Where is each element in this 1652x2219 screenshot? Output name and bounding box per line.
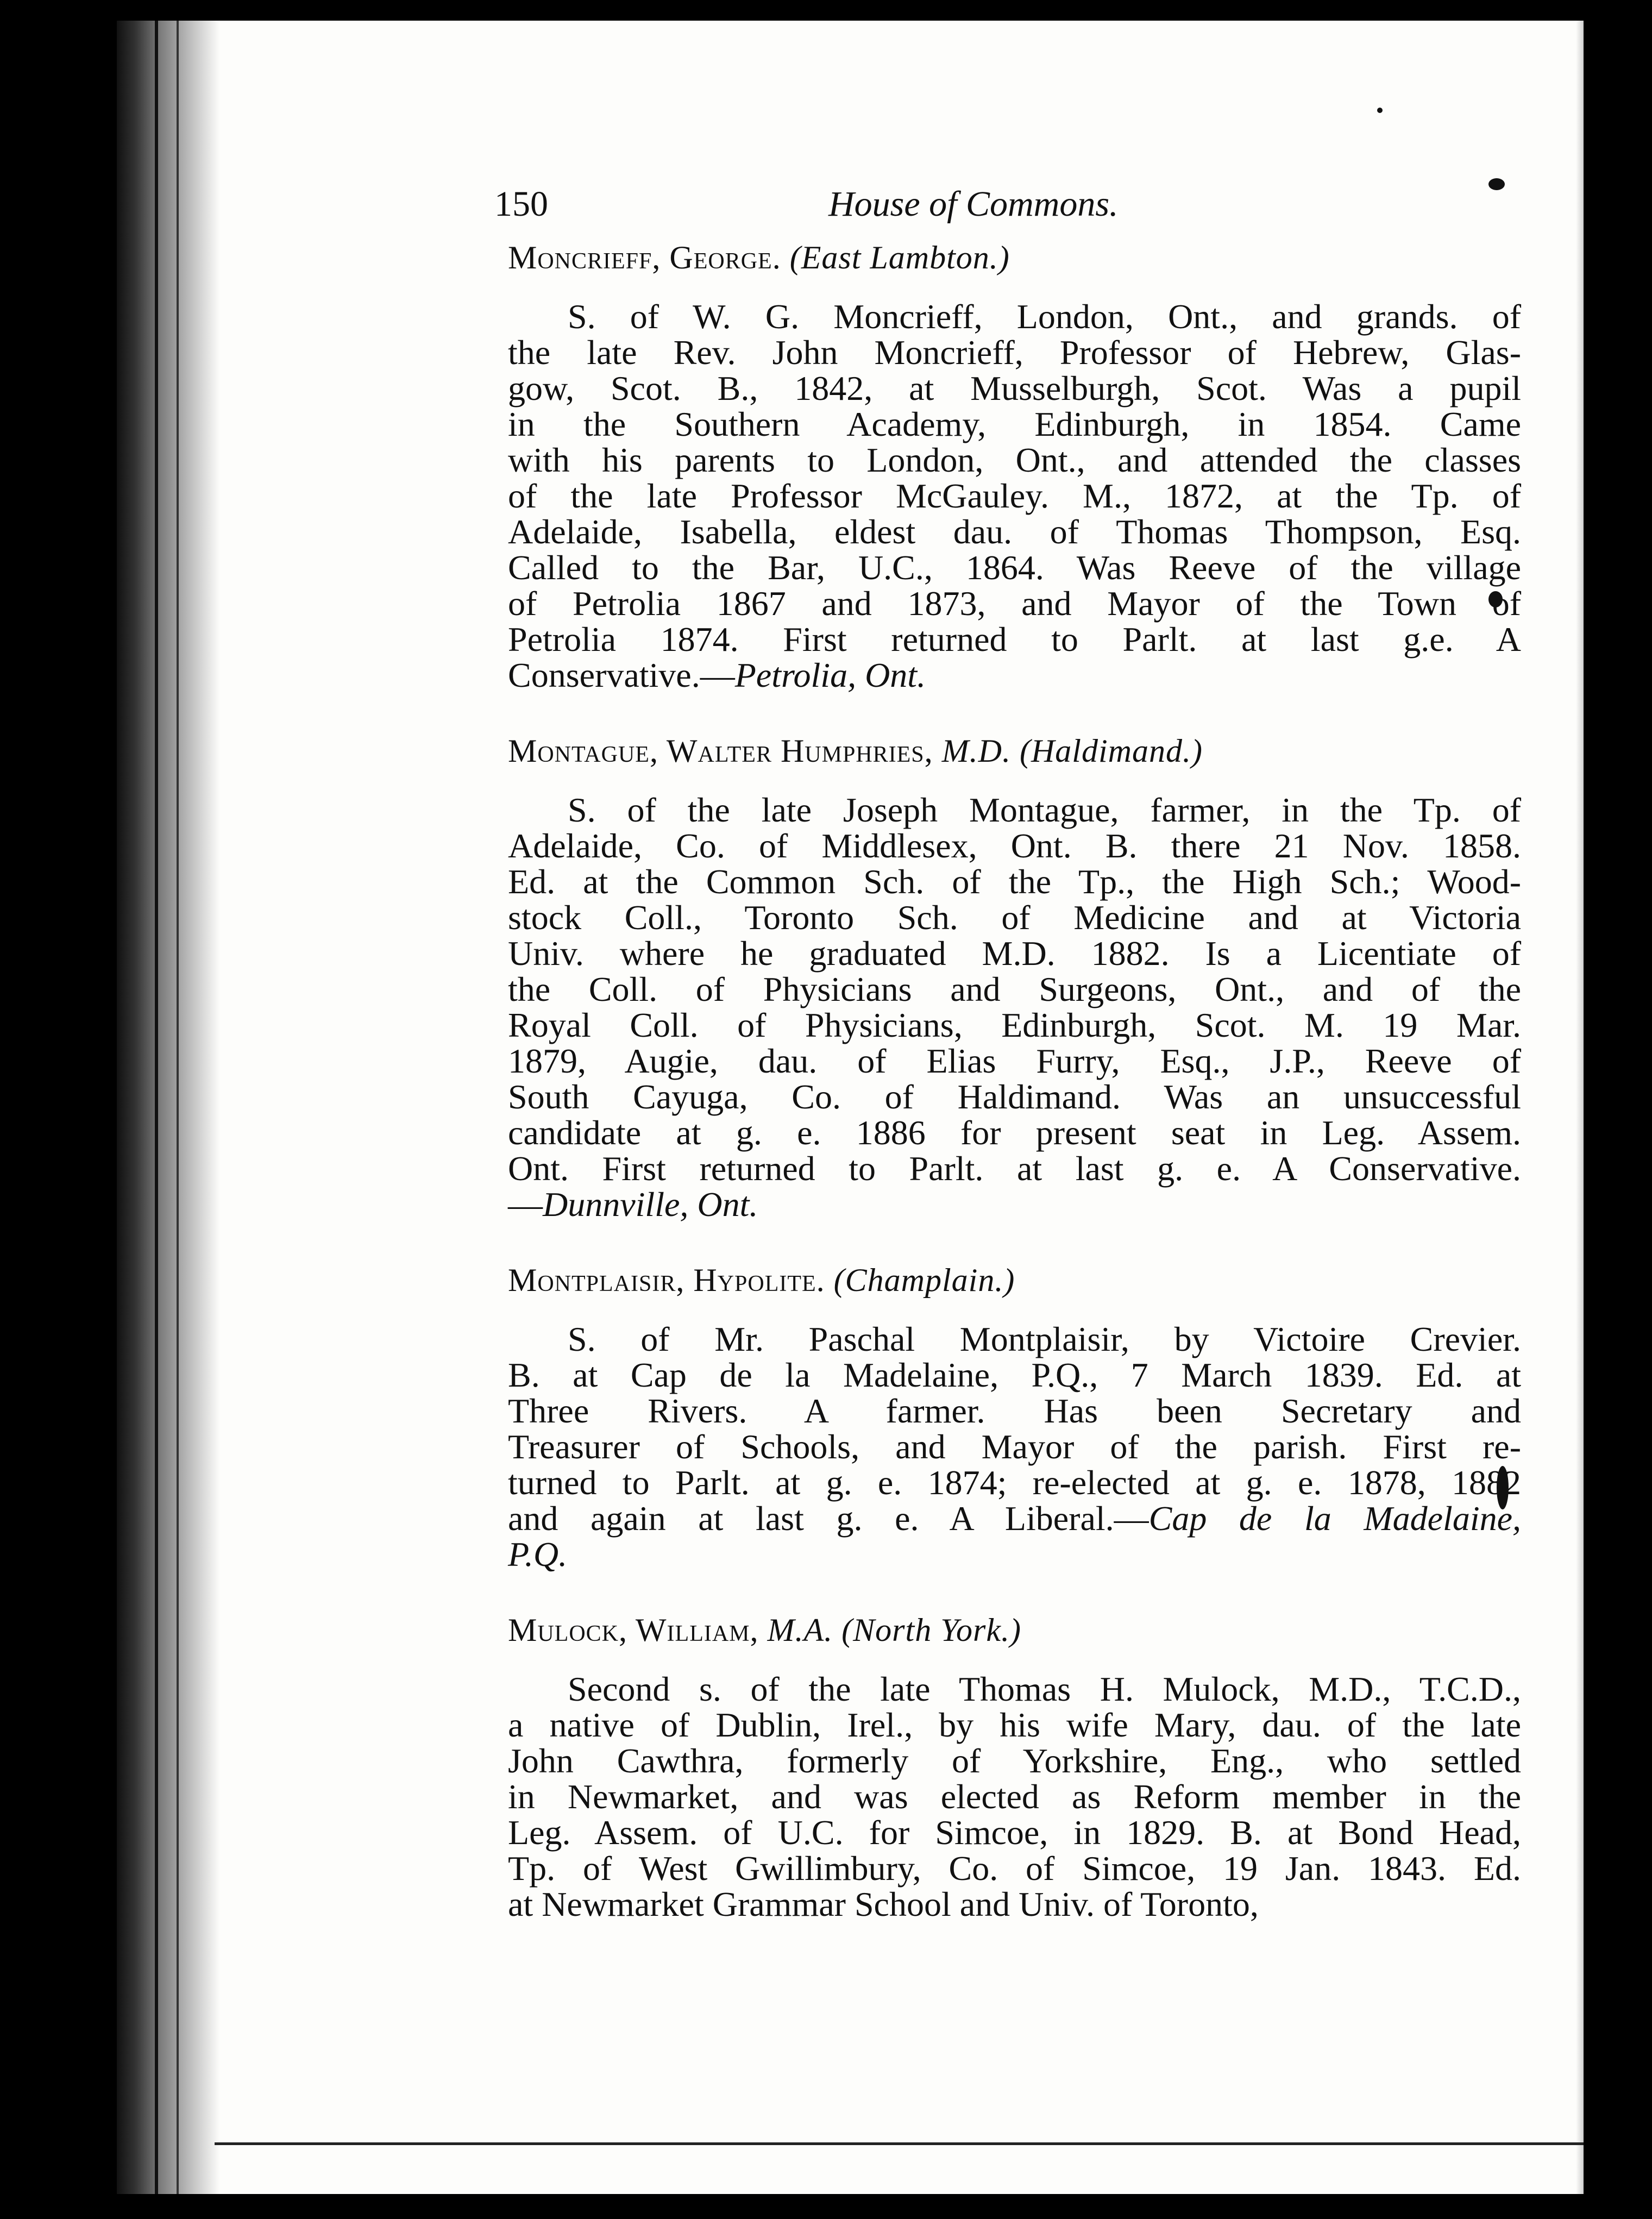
scan-speck <box>1377 108 1383 113</box>
entry-heading <box>508 238 1521 277</box>
text-line: of the late Professor McGauley. M., 1872, at the Tp. of <box>508 477 1521 515</box>
page-header <box>383 178 1521 238</box>
text-line: in the Southern Academy, Edinburgh, in 1854. Came <box>508 405 1521 443</box>
text-line: gow, Scot. B., 1842, at Musselburgh, Scot. Was a pupil <box>508 369 1521 408</box>
member-name: Moncrieff, George. <box>508 240 781 275</box>
text-line: stock Coll., Toronto Sch. of Medicine and at Victoria <box>508 898 1521 937</box>
text-line: S. of the late Joseph Montague, farmer, in the Tp. of <box>568 791 1521 829</box>
running-title: House of Commons. <box>828 184 1119 224</box>
text-line: Royal Coll. of Physicians, Edinburgh, Scot. M. 19 Mar. <box>508 1006 1521 1044</box>
text-line: Ed. at the Common Sch. of the Tp., the High Sch.; Wood- <box>508 862 1521 901</box>
text-line: in Newmarket, and was elected as Reform member in the <box>508 1777 1521 1816</box>
text-line: Ont. First returned to Parlt. at last g. e. A Conservative. <box>508 1149 1521 1188</box>
text-line: at Newmarket Grammar School and Univ. of Toronto, <box>508 1885 1259 1923</box>
text-line: candidate at g. e. 1886 for present seat in Leg. Assem. <box>508 1113 1521 1152</box>
member-degree: M.A. <box>767 1612 833 1648</box>
text-line: Tp. of West Gwillimbury, Co. of Simcoe, 19 Jan. 1843. Ed. <box>508 1849 1521 1888</box>
text-line <box>508 657 1521 693</box>
biography-entry <box>383 1261 1521 1572</box>
entry-heading <box>508 1261 1521 1300</box>
entry-body <box>508 1671 1521 1922</box>
closing-text: Conservative.— <box>508 656 735 694</box>
gutter-edge-line <box>177 21 179 2194</box>
entry-body <box>508 299 1521 693</box>
text-line: Three Rivers. A farmer. Has been Secretary and <box>508 1391 1521 1430</box>
text-line: of Petrolia 1867 and 1873, and Mayor of the Town of <box>508 584 1521 623</box>
residence: Petrolia, Ont. <box>734 656 926 694</box>
member-name: Mulock, William, <box>508 1612 759 1648</box>
closing-text: — <box>508 1185 543 1224</box>
biography-entry <box>383 238 1521 693</box>
constituency: (Champlain.) <box>833 1262 1015 1298</box>
text-line <box>508 1187 1521 1223</box>
biography-entry <box>383 731 1521 1223</box>
member-name: Montplaisir, Hypolite. <box>508 1262 825 1298</box>
text-line: Petrolia 1874. First returned to Parlt. at last g.e. A <box>508 620 1521 659</box>
text-line: S. of Mr. Paschal Montplaisir, by Victoire Crevier. <box>568 1320 1521 1358</box>
residence: P.Q. <box>508 1535 568 1574</box>
text-line: S. of W. G. Moncrieff, London, Ont., and grands. of <box>568 297 1521 336</box>
text-line: 1879, Augie, dau. of Elias Furry, Esq., J.P., Reeve of <box>508 1042 1521 1080</box>
constituency: (East Lambton.) <box>789 240 1010 275</box>
scanned-page <box>117 21 1584 2194</box>
text-line: South Cayuga, Co. of Haldimand. Was an unsuccessful <box>508 1077 1521 1116</box>
entry-body <box>508 1321 1521 1572</box>
constituency: (Haldimand.) <box>1019 733 1203 769</box>
entries-list <box>383 238 1521 1922</box>
entry-body <box>508 792 1521 1223</box>
page-bottom-edge <box>215 2142 1584 2145</box>
text-line: Leg. Assem. of U.C. for Simcoe, in 1829. B. at Bond Head, <box>508 1813 1521 1852</box>
page-right-edge <box>1576 21 1584 2194</box>
book-gutter-shadow <box>117 21 220 2194</box>
text-line: John Cawthra, formerly of Yorkshire, Eng., who settled <box>508 1741 1521 1780</box>
text-line: Univ. where he graduated M.D. 1882. Is a Licentiate of <box>508 934 1521 973</box>
text-line: Treasurer of Schools, and Mayor of the parish. First re- <box>508 1427 1521 1466</box>
entry-heading <box>508 731 1521 770</box>
biography-entry <box>383 1610 1521 1922</box>
entry-heading <box>508 1610 1521 1650</box>
text-line: Adelaide, Co. of Middlesex, Ont. B. there 21 Nov. 1858. <box>508 826 1521 865</box>
text-line: Called to the Bar, U.C., 1864. Was Reeve of the village <box>508 548 1521 587</box>
gutter-edge-line <box>155 21 158 2194</box>
residence: Dunnville, Ont. <box>543 1185 758 1224</box>
text-line <box>508 1537 1521 1572</box>
member-name: Montague, Walter Humphries, <box>508 733 933 769</box>
text-line: Adelaide, Isabella, eldest dau. of Thomas Thompson, Esq. <box>508 512 1521 551</box>
text-line: turned to Parlt. at g. e. 1874; re-elected at g. e. 1878, 1882 <box>508 1463 1521 1502</box>
text-line: Second s. of the late Thomas H. Mulock, M.D., T.C.D., <box>568 1670 1521 1708</box>
text-line: B. at Cap de la Madelaine, P.Q., 7 March 1839. Ed. at <box>508 1356 1521 1394</box>
page-text <box>383 178 1521 1960</box>
text-line: a native of Dublin, Irel., by his wife Mary, dau. of the late <box>508 1706 1521 1744</box>
residence: Cap de la Madelaine, <box>1148 1499 1522 1538</box>
page-number: 150 <box>494 184 548 224</box>
constituency: (North York.) <box>841 1612 1022 1648</box>
member-degree: M.D. <box>941 733 1011 769</box>
text-line: with his parents to London, Ont., and attended the classes <box>508 441 1521 479</box>
text-line: and again at last g. e. A Liberal.—Cap de la Madelaine, <box>508 1499 1522 1538</box>
text-line: the late Rev. John Moncrieff, Professor of Hebrew, Glas- <box>508 333 1521 372</box>
text-line: the Coll. of Physicians and Surgeons, Ont., and of the <box>508 970 1521 1008</box>
